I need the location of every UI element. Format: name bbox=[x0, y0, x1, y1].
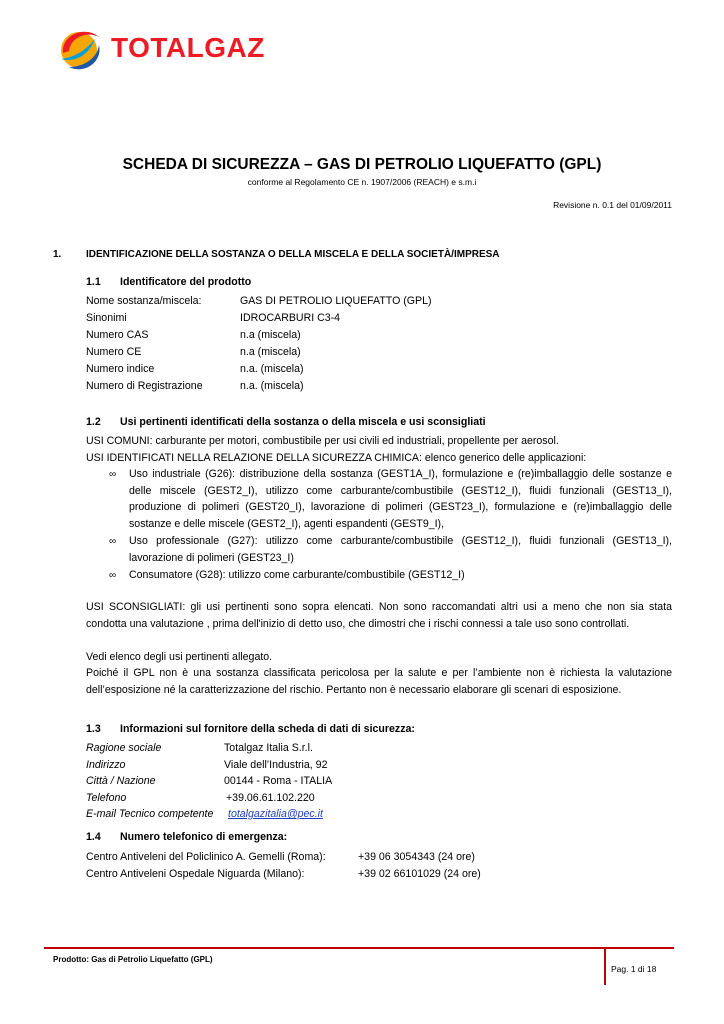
section-title: IDENTIFICAZIONE DELLA SOSTANZA O DELLA MISCELA E DELLA SOCIETÀ/IMPRESA bbox=[86, 249, 500, 260]
table-row bbox=[86, 310, 127, 327]
table-row bbox=[86, 361, 154, 378]
row-label: Centro Antiveleni Ospedale Niguarda (Milano): bbox=[86, 868, 305, 880]
subsection-number: 1.3 bbox=[86, 723, 101, 735]
bullet-icon: ∞ bbox=[109, 536, 117, 547]
row-value: GAS DI PETROLIO LIQUEFATTO (GPL) bbox=[240, 295, 432, 307]
row-value: +39 06 3054343 (24 ore) bbox=[358, 851, 475, 863]
document-title: SCHEDA DI SICUREZZA – GAS DI PETROLIO LIQUEFATTO (GPL) bbox=[122, 156, 602, 173]
usi-sconsigliati-text: USI SCONSIGLIATI: gli usi pertinenti sono sopra elencati. Non sono raccomandati altri usi a meno che non sia stata condotta una valutazione , prima dell'inizio di detto uso, che dimostri che i rischi connessi a tale uso sono controllati. bbox=[86, 601, 672, 630]
row-value: Totalgaz Italia S.r.l. bbox=[224, 742, 313, 754]
revision-note: Revisione n. 0.1 del 01/09/2011 bbox=[553, 200, 672, 210]
totalgaz-emblem-icon bbox=[55, 25, 107, 75]
bullet-icon: ∞ bbox=[109, 469, 117, 480]
table-row bbox=[86, 293, 201, 310]
row-value: IDROCARBURI C3-4 bbox=[240, 312, 341, 324]
list-item: Uso professionale (G27): utilizzo come carburante/combustibile (GEST12_I), fluidi funzionali (GEST13_I), lavorazione di polimeri (GEST23_I) bbox=[129, 535, 672, 564]
subsection-title: Usi pertinenti identificati della sostanza o della miscela e usi sconsigliati bbox=[120, 416, 486, 428]
footer-divider bbox=[44, 947, 674, 949]
row-label: Indirizzo bbox=[86, 758, 126, 771]
row-value: +39.06.61.102.220 bbox=[226, 791, 315, 804]
row-value: n.a (miscela) bbox=[240, 346, 301, 358]
usi-comuni-text: USI COMUNI: carburante per motori, combustibile per usi civili ed industriali, propellente per aerosol. bbox=[86, 435, 559, 447]
row-label: Numero CE bbox=[86, 346, 142, 358]
row-label: Numero CAS bbox=[86, 329, 149, 341]
brand-name: TOTALGAZ bbox=[111, 32, 265, 63]
list-item: Consumatore (G28): utilizzo come carburante/combustibile (GEST12_I) bbox=[129, 569, 465, 581]
row-value: +39 02 66101029 (24 ore) bbox=[358, 868, 481, 880]
valutazione-text: Poiché il GPL non è una sostanza classificata pericolosa per la salute e per l’ambiente non è richiesta la valutazione dell’esposizione né la caratterizzazione del rischio. Pertanto non è necessario elaborare gli scenari di esposizione. bbox=[86, 667, 672, 696]
brand-logo bbox=[55, 25, 315, 75]
row-value: n.a. (miscela) bbox=[240, 380, 304, 392]
table-row bbox=[86, 344, 141, 361]
bullet-icon: ∞ bbox=[109, 570, 117, 581]
row-label: Telefono bbox=[86, 791, 127, 804]
subsection-number: 1.4 bbox=[86, 831, 101, 843]
row-value: n.a (miscela) bbox=[240, 329, 301, 341]
footer-product: Prodotto: Gas di Petrolio Liquefatto (GPL) bbox=[53, 955, 213, 964]
email-link[interactable]: totalgazitalia@pec.it bbox=[228, 808, 323, 820]
row-label: Numero indice bbox=[86, 363, 155, 375]
row-value: Viale dell’Industria, 92 bbox=[224, 758, 328, 771]
subsection-number: 1.2 bbox=[86, 416, 101, 428]
row-label: Sinonimi bbox=[86, 312, 127, 324]
row-value: 00144 - Roma - ITALIA bbox=[224, 775, 333, 787]
footer-divider-vertical bbox=[604, 947, 606, 985]
subsection-title: Identificatore del prodotto bbox=[120, 276, 252, 288]
list-item: Uso industriale (G26): distribuzione della sostanza (GEST1A_I), formulazione e (re)imballaggio delle sostanze e delle miscele (GEST2_I), utilizzo come carburante/combustibile (GEST12_I), fluidi funzionali (GEST13_I), produzione di polimeri (GEST20_I), lavorazione di polimeri (GEST23_I), formulazione e (re)imballaggio delle sostanze e delle miscele (GEST2_I), agenti espandenti (GEST9_I), bbox=[129, 468, 672, 530]
section-number: 1. bbox=[53, 249, 62, 260]
usi-identificati-text: USI IDENTIFICATI NELLA RELAZIONE DELLA SICUREZZA CHIMICA: elenco generico delle applicazioni: bbox=[86, 452, 587, 464]
row-label: Ragione sociale bbox=[86, 742, 162, 754]
row-label: Numero di Registrazione bbox=[86, 380, 203, 392]
subsection-title: Informazioni sul fornitore della scheda di dati di sicurezza: bbox=[120, 723, 415, 735]
row-value: n.a. (miscela) bbox=[240, 363, 304, 375]
vedi-elenco-text: Vedi elenco degli usi pertinenti allegato. bbox=[86, 651, 273, 663]
row-label: Nome sostanza/miscela: bbox=[86, 295, 202, 307]
email-label: E-mail Tecnico competente bbox=[86, 808, 214, 820]
row-label: Città / Nazione bbox=[86, 775, 156, 787]
page-number: Pag. 1 di 18 bbox=[611, 964, 657, 974]
subsection-number: 1.1 bbox=[86, 276, 101, 288]
table-row bbox=[86, 378, 203, 395]
subsection-title: Numero telefonico di emergenza: bbox=[120, 831, 288, 843]
document-subtitle: conforme al Regolamento CE n. 1907/2006 (REACH) e s.m.i bbox=[247, 177, 477, 187]
row-label: Centro Antiveleni del Policlinico A. Gemelli (Roma): bbox=[86, 851, 326, 863]
table-row bbox=[86, 327, 148, 344]
